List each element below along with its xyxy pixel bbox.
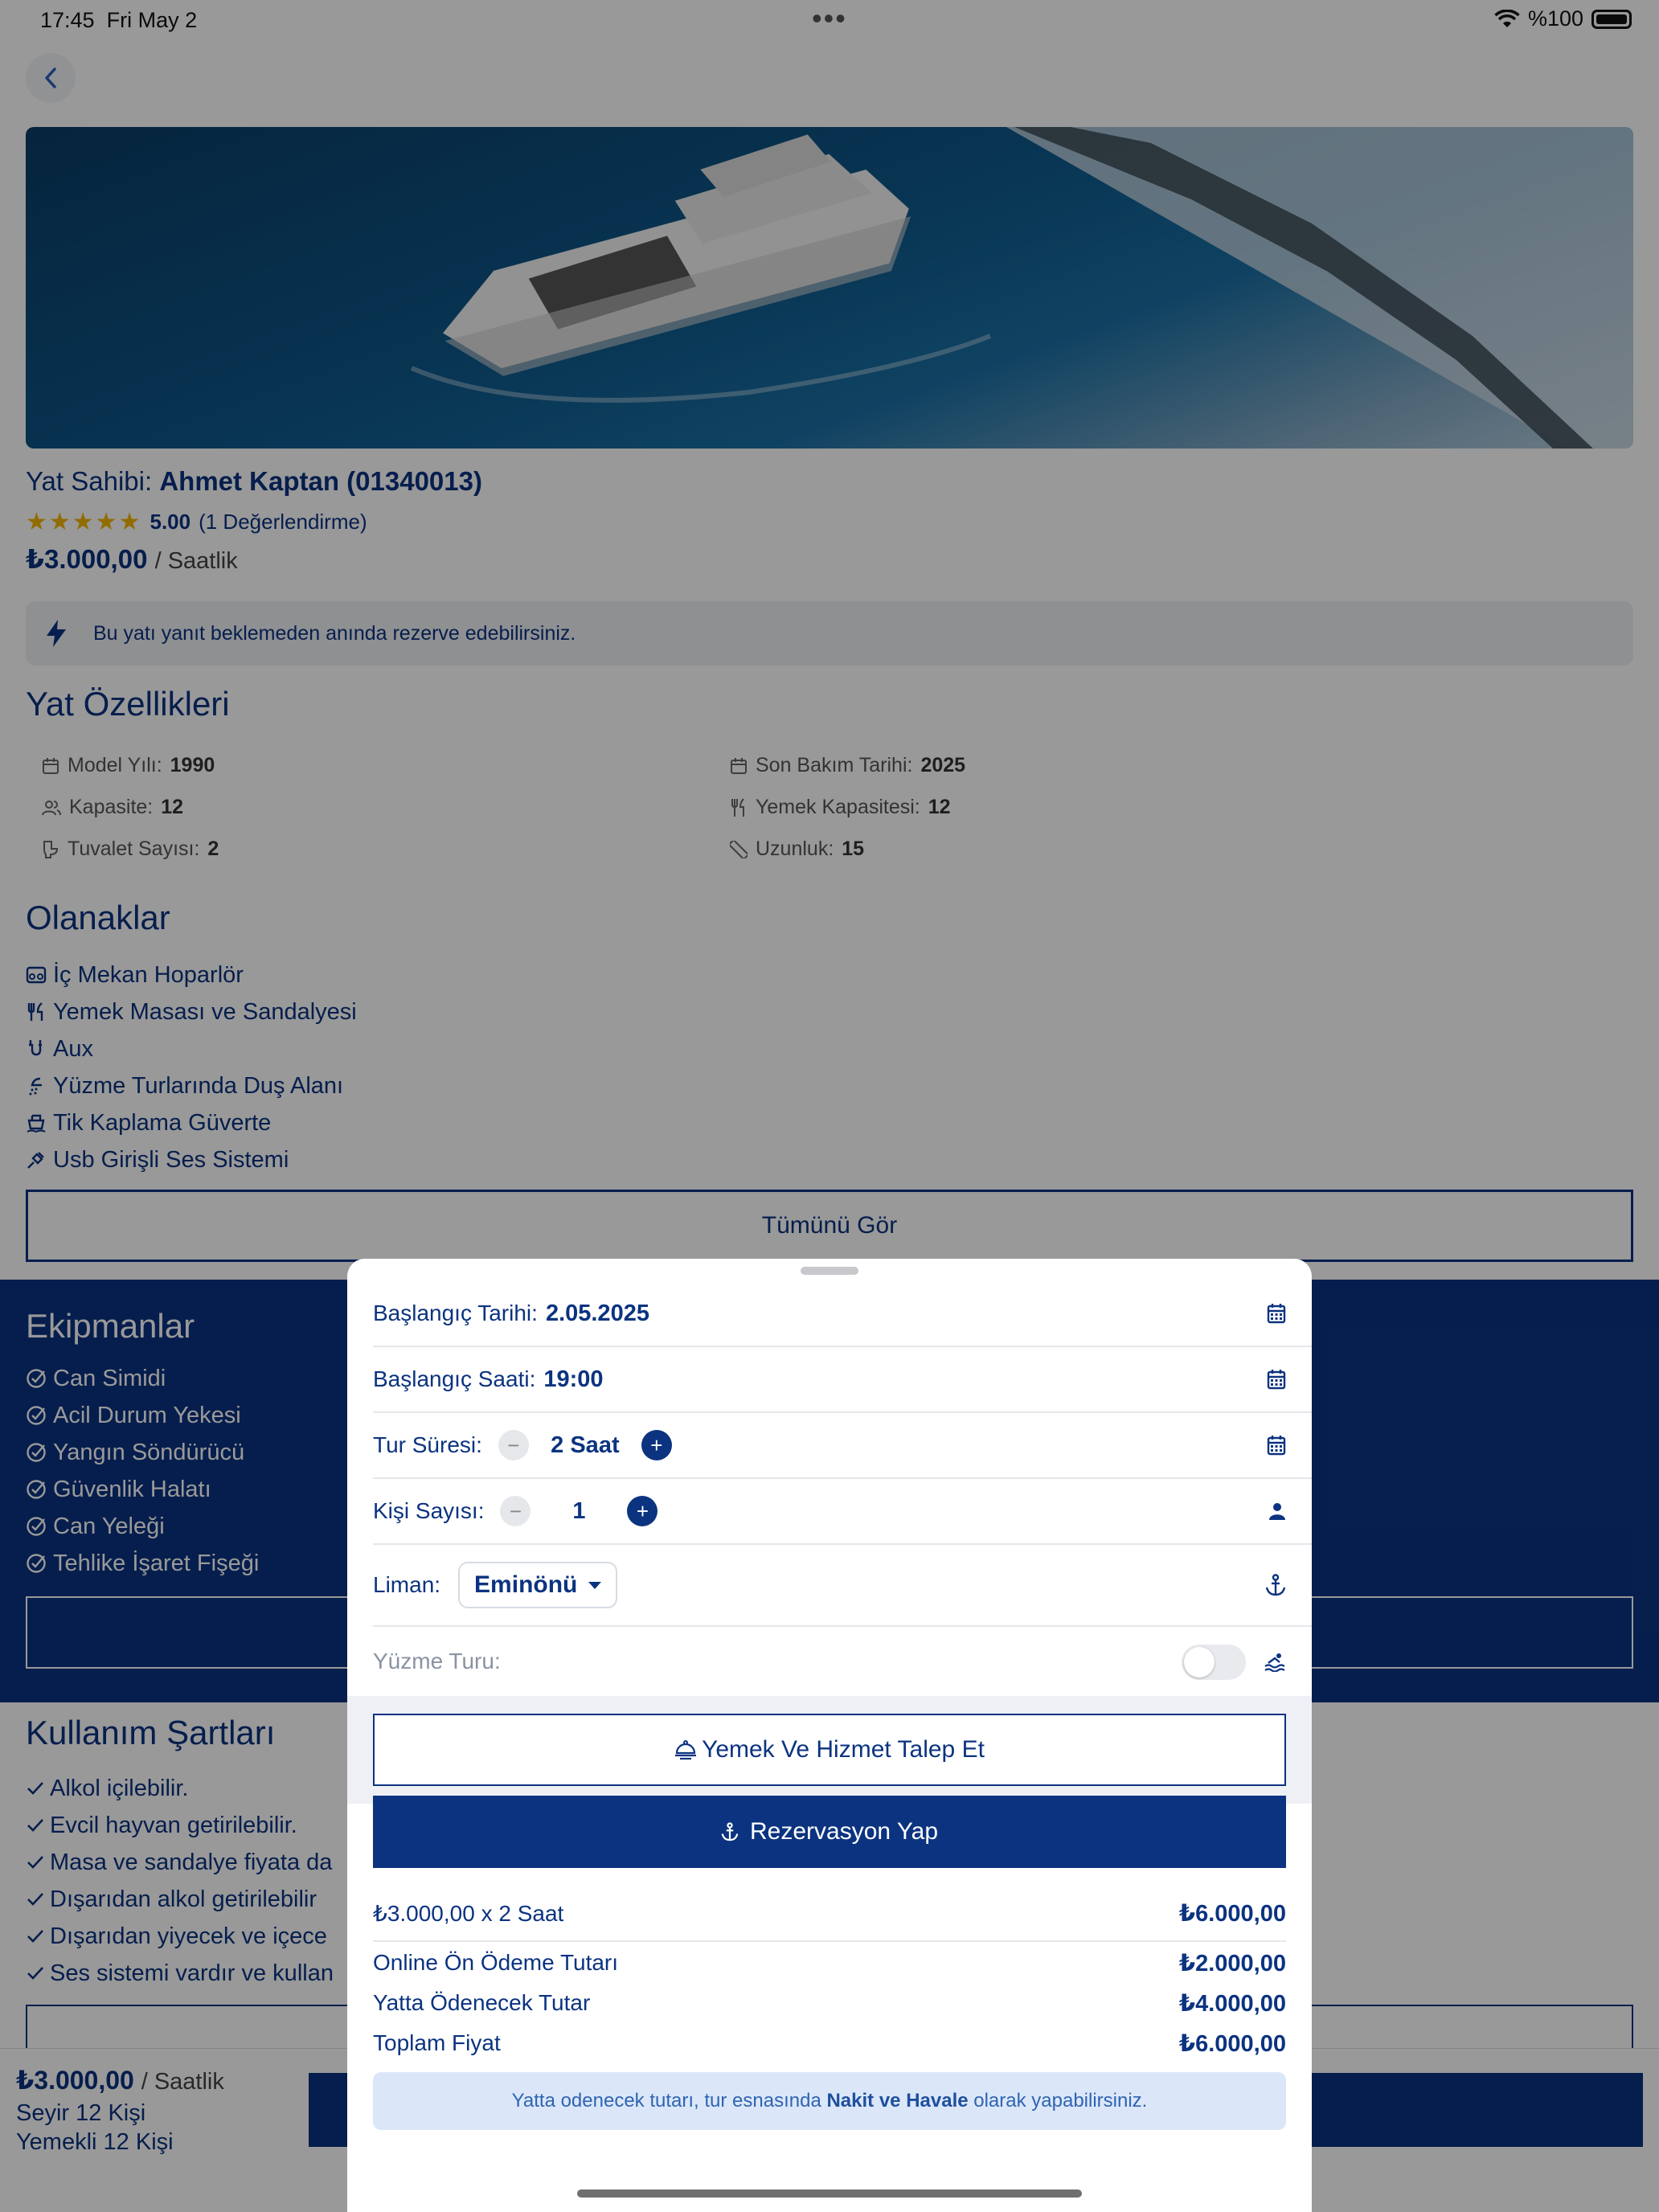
features-title: Yat Özellikleri — [26, 685, 230, 723]
swim-tour-row: Yüzme Turu: — [373, 1627, 1312, 1696]
instant-booking-text: Bu yatı yanıt beklemeden anında rezerve edebilirsiniz. — [93, 621, 576, 645]
see-all-amenities-button[interactable]: Tümünü Gör — [26, 1190, 1633, 1262]
list-item: Evcil hayvan getirilebilir. — [26, 1807, 334, 1844]
list-item: Alkol içilebilir. — [26, 1770, 334, 1807]
list-item: Ses sistemi vardır ve kullan — [26, 1955, 334, 1992]
sheet-grabber[interactable] — [801, 1267, 858, 1275]
review-count[interactable]: (1 Değerlendirme) — [199, 510, 367, 534]
list-item: Yangın Söndürücü — [26, 1434, 259, 1471]
list-item: Can Simidi — [26, 1360, 259, 1397]
people-decrement-button[interactable]: − — [500, 1496, 530, 1526]
feature-maintenance-date: Son Bakım Tarihi: 2025 — [730, 754, 965, 777]
equipment-title: Ekipmanlar — [26, 1307, 195, 1345]
calendar-icon[interactable] — [1267, 1369, 1286, 1390]
feature-capacity: Kapasite: 12 — [42, 796, 183, 819]
terms-title: Kullanım Şartları — [26, 1714, 276, 1751]
list-item: Dışarıdan alkol getirilebilir — [26, 1881, 334, 1918]
prepayment-row: Online Ön Ödeme Tutarı ₺2.000,00 — [373, 1950, 1286, 1976]
swimmer-icon — [1264, 1651, 1286, 1672]
cruise-capacity: Seyir 12 Kişi — [16, 2100, 146, 2126]
home-indicator[interactable] — [577, 2189, 1082, 2198]
status-time: 17:45 Fri May 2 — [40, 8, 198, 32]
port-select[interactable]: Eminönü — [458, 1562, 617, 1608]
onboard-payment-row: Yatta Ödenecek Tutar ₺4.000,00 — [373, 1990, 1286, 2017]
duration-stepper — [498, 1430, 672, 1460]
list-item: Acil Durum Yekesi — [26, 1397, 259, 1434]
start-time-row[interactable]: Başlangıç Saati: 19:00 — [373, 1347, 1312, 1413]
owner-name[interactable]: Ahmet Kaptan (01340013) — [159, 466, 482, 496]
person-icon — [1268, 1501, 1286, 1521]
rating-value: 5.00 — [150, 510, 191, 534]
list-item: Yüzme Turlarında Duş Alanı — [26, 1067, 357, 1104]
list-item: Dışarıdan yiyecek ve içece — [26, 1918, 334, 1955]
feature-dining-capacity: Yemek Kapasitesi: 12 — [730, 796, 951, 819]
reservation-sheet — [347, 1259, 1312, 2212]
list-item: İç Mekan Hoparlör — [26, 956, 357, 993]
people-increment-button[interactable]: + — [627, 1496, 657, 1526]
list-item: Usb Girişli Ses Sistemi — [26, 1141, 357, 1178]
duration-row: Tur Süresi: − 2 Saat + — [373, 1413, 1312, 1479]
food-cloche-icon — [674, 1739, 697, 1760]
price-unit: / Saatlik — [154, 548, 238, 574]
list-item: Can Yeleği — [26, 1508, 259, 1545]
duration-increment-button[interactable]: + — [641, 1430, 672, 1460]
battery-percent: %100 — [1527, 6, 1583, 31]
bottom-price: ₺3.000,00 / Saatlik — [16, 2066, 224, 2095]
price-calculation-row: ₺3.000,00 x 2 Saat ₺6.000,00 — [373, 1900, 1286, 1927]
people-count-row: Kişi Sayısı: − 1 + — [373, 1479, 1312, 1545]
list-item: Aux — [26, 1030, 357, 1067]
feature-toilet-count: Tuvalet Sayısı: 2 — [42, 838, 219, 861]
amenities-title: Olanaklar — [26, 899, 170, 936]
start-time-value: 19:00 — [543, 1366, 604, 1392]
list-item: Tik Kaplama Güverte — [26, 1104, 357, 1141]
rating-stars: ★★★★★ — [26, 509, 142, 535]
feature-length: Uzunluk: 15 — [730, 838, 864, 861]
start-date-row[interactable]: Başlangıç Tarihi: 2.05.2025 — [373, 1281, 1312, 1347]
duration-value: 2 Saat — [551, 1432, 620, 1458]
start-date-value: 2.05.2025 — [545, 1300, 649, 1326]
owner-label: Yat Sahibi: — [26, 466, 153, 496]
list-item: Güvenlik Halatı — [26, 1471, 259, 1508]
caret-down-icon — [588, 1582, 601, 1589]
port-row: Liman: Eminönü — [373, 1545, 1312, 1627]
list-item: Masa ve sandalye fiyata da — [26, 1844, 334, 1881]
summary-divider — [373, 1940, 1286, 1942]
feature-model-year: Model Yılı: 1990 — [42, 754, 215, 777]
swim-tour-toggle[interactable] — [1182, 1645, 1246, 1680]
people-stepper — [500, 1496, 657, 1526]
list-item: Tehlike İşaret Fişeği — [26, 1545, 259, 1582]
multitask-dots[interactable]: ••• — [812, 2, 847, 35]
payment-info-note: Yatta odenecek tutarı, tur esnasında Nakit ve Havale olarak yapabilirsiniz. — [373, 2072, 1286, 2130]
calendar-icon[interactable] — [1267, 1435, 1286, 1456]
list-item: Yemek Masası ve Sandalyesi — [26, 993, 357, 1030]
people-value: 1 — [572, 1497, 586, 1524]
anchor-icon — [1265, 1574, 1286, 1596]
duration-decrement-button[interactable]: − — [498, 1430, 529, 1460]
price-value: ₺3.000,00 — [26, 544, 148, 574]
total-price-row: Toplam Fiyat ₺6.000,00 — [373, 2030, 1286, 2057]
dining-capacity: Yemekli 12 Kişi — [16, 2129, 174, 2155]
anchor-icon — [721, 1821, 739, 1842]
calendar-icon[interactable] — [1267, 1303, 1286, 1324]
make-reservation-button[interactable]: Rezervasyon Yap — [373, 1796, 1286, 1868]
request-food-service-button[interactable]: Yemek Ve Hizmet Talep Et — [373, 1714, 1286, 1786]
